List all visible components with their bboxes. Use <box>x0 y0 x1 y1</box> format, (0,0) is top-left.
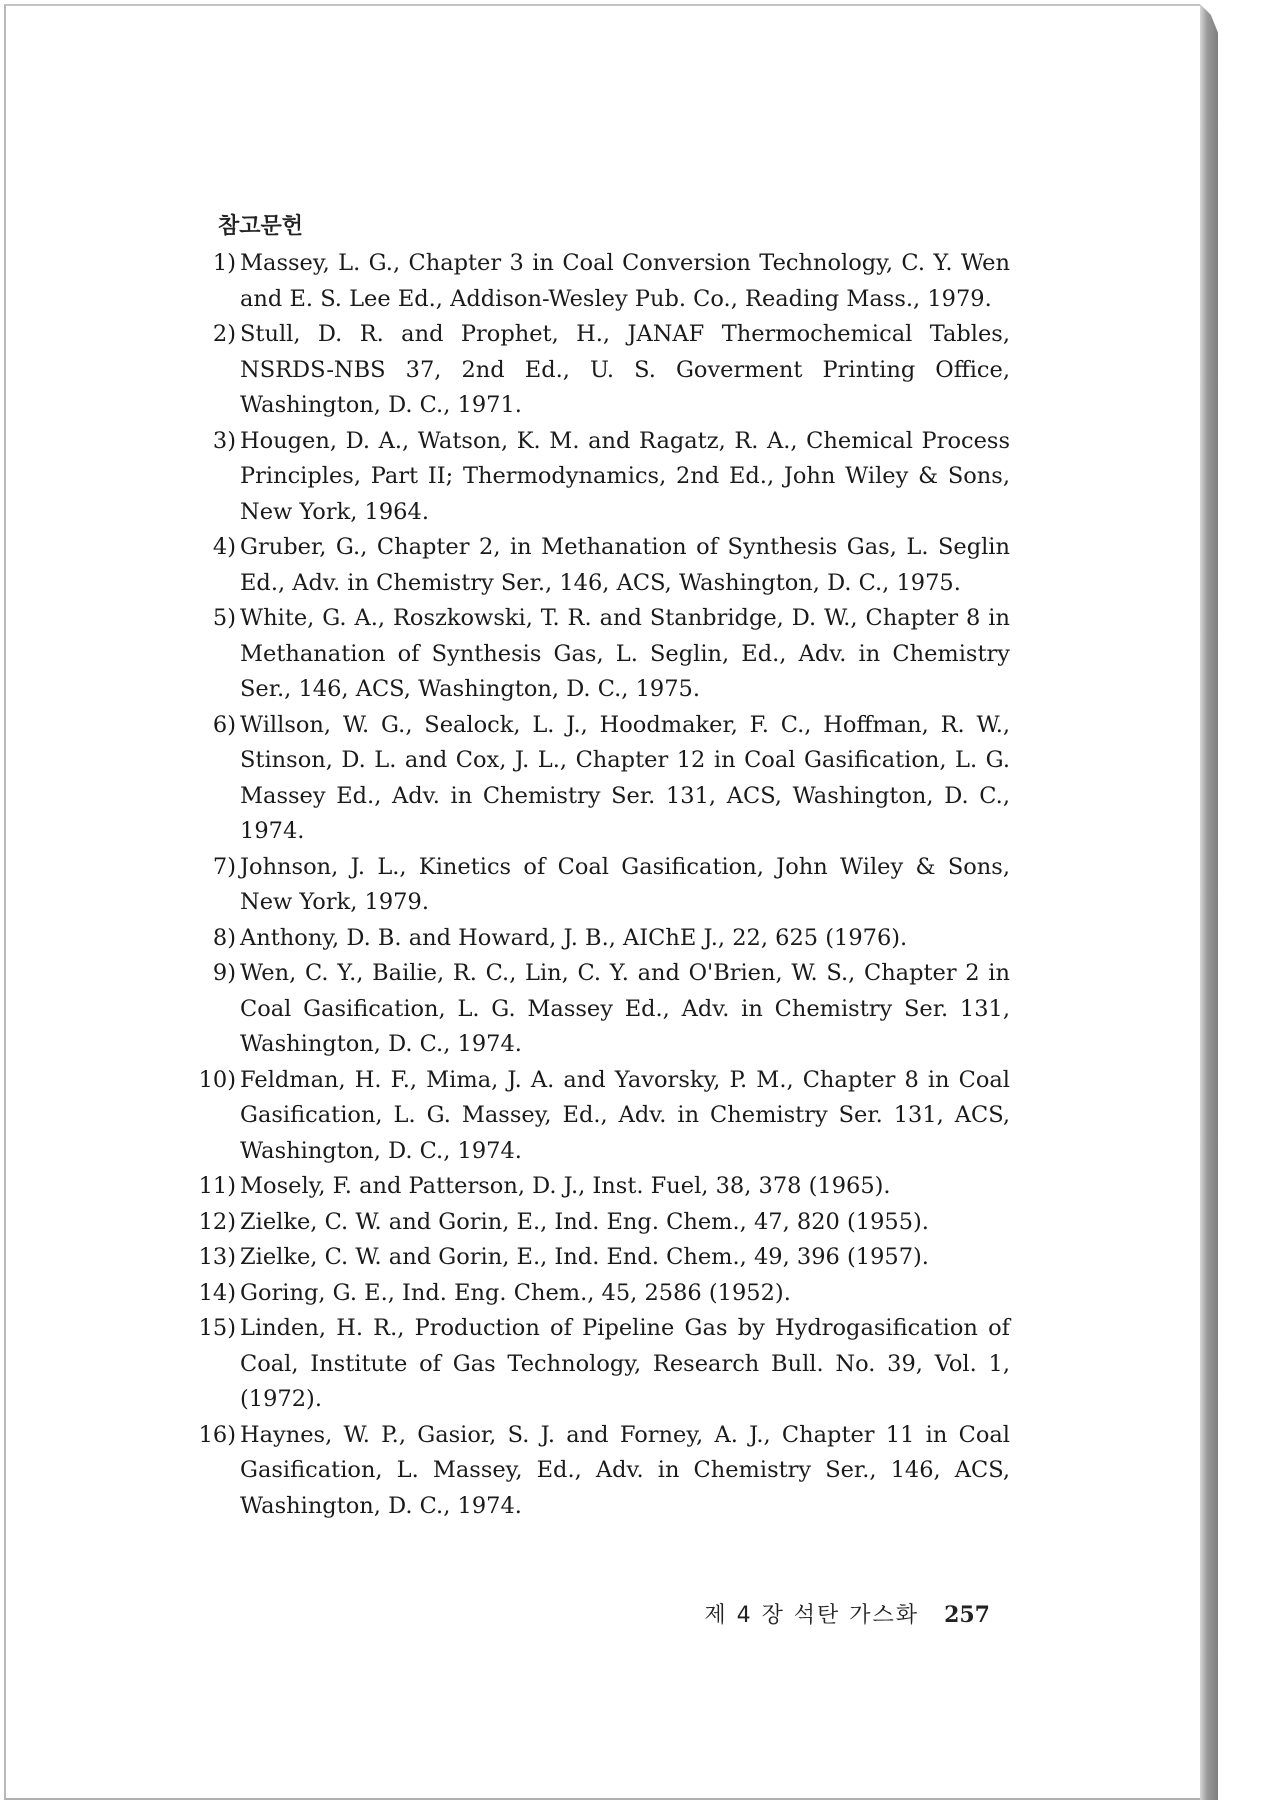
page-number: 257 <box>944 1602 990 1628</box>
reference-number: 7) <box>212 853 236 880</box>
reference-text: Massey, L. G., Chapter 3 in Coal Conversion Technology, C. Y. Wen and E. S. Lee Ed., Addison-Wesley Pub. Co., Reading Mass., 1979. <box>240 250 1010 312</box>
reference-text: Stull, D. R. and Prophet, H., JANAF Thermochemical Tables, NSRDS-NBS 37, 2nd Ed., U. S. Goverment Printing Office, Washington, D. C., 1971. <box>240 321 1010 418</box>
reference-number: 2) <box>212 321 236 347</box>
reference-number: 8) <box>212 924 236 951</box>
reference-number: 12) <box>198 1208 236 1235</box>
reference-item <box>190 530 1010 601</box>
reference-text: Feldman, H. F., Mima, J. A. and Yavorsky, P. M., Chapter 8 in Coal Gasification, L. G. Massey, Ed., Adv. in Chemistry Ser. 131, ACS, Washington, D. C., 1974. <box>240 1066 1010 1164</box>
reference-item <box>190 1311 1010 1418</box>
reference-number: 13) <box>198 1244 236 1270</box>
reference-text: Hougen, D. A., Watson, K. M. and Ragatz, R. A., Chemical Process Principles, Part II; Thermodynamics, 2nd Ed., John Wiley & Sons, New York, 1964. <box>240 427 1010 525</box>
reference-number: 16) <box>198 1421 236 1448</box>
reference-text: Willson, W. G., Sealock, L. J., Hoodmaker, F. C., Hoffman, R. W., Stinson, D. L. and Cox, J. L., Chapter 12 in Coal Gasification, L. G. Massey Ed., Adv. in Chemistry Ser. 131, ACS, Washington, D. C., 1974. <box>240 711 1010 844</box>
reference-item <box>190 1240 1010 1276</box>
reference-number: 3) <box>212 427 236 454</box>
reference-item <box>190 956 1010 1063</box>
reference-number: 4) <box>212 534 236 560</box>
reference-item <box>190 1169 1010 1205</box>
reference-text: Goring, G. E., Ind. Eng. Chem., 45, 2586 (1952). <box>240 1279 791 1306</box>
reference-item <box>190 246 1010 317</box>
reference-text: Anthony, D. B. and Howard, J. B., AIChE J., 22, 625 (1976). <box>240 924 908 951</box>
reference-number: 9) <box>212 960 236 986</box>
reference-item <box>190 424 1010 531</box>
reference-item <box>190 1205 1010 1241</box>
reference-number: 6) <box>212 711 236 738</box>
reference-text: Mosely, F. and Patterson, D. J., Inst. Fuel, 38, 378 (1965). <box>240 1173 891 1199</box>
reference-item <box>190 1276 1010 1312</box>
reference-item <box>190 850 1010 921</box>
reference-text: Haynes, W. P., Gasior, S. J. and Forney, A. J., Chapter 11 in Coal Gasification, L. Massey, Ed., Adv. in Chemistry Ser., 146, ACS, Washington, D. C., 1974. <box>240 1421 1010 1519</box>
reference-text: Wen, C. Y., Bailie, R. C., Lin, C. Y. and O'Brien, W. S., Chapter 2 in Coal Gasification, L. G. Massey Ed., Adv. in Chemistry Ser. 131, Washington, D. C., 1974. <box>240 960 1010 1057</box>
reference-text: Zielke, C. W. and Gorin, E., Ind. Eng. Chem., 47, 820 (1955). <box>240 1208 929 1235</box>
reference-text: Linden, H. R., Production of Pipeline Gas by Hydrogasification of Coal, Institute of Gas Technology, Research Bull. No. 39, Vol. 1, (1972). <box>240 1315 1010 1412</box>
reference-number: 5) <box>212 605 236 631</box>
reference-number: 11) <box>198 1173 236 1199</box>
page-edge-shadow <box>1200 4 1218 1800</box>
reference-text: Gruber, G., Chapter 2, in Methanation of Synthesis Gas, L. Seglin Ed., Adv. in Chemistry Ser., 146, ACS, Washington, D. C., 1975. <box>240 534 1010 596</box>
reference-item <box>190 921 1010 957</box>
references-heading: 참고문헌 <box>218 214 304 239</box>
chapter-title: 제 4 장 석탄 가스화 <box>704 1603 920 1628</box>
reference-text: White, G. A., Roszkowski, T. R. and Stanbridge, D. W., Chapter 8 in Methanation of Synthesis Gas, L. Seglin, Ed., Adv. in Chemistry Ser., 146, ACS, Washington, D. C., 1975. <box>240 605 1010 702</box>
reference-item <box>190 1418 1010 1525</box>
reference-item <box>190 1063 1010 1170</box>
page-footer <box>700 1598 990 1629</box>
reference-number: 15) <box>198 1315 236 1341</box>
reference-number: 14) <box>198 1279 236 1306</box>
reference-item <box>190 708 1010 850</box>
reference-number: 1) <box>212 250 236 276</box>
reference-number: 10) <box>198 1066 236 1093</box>
references-section <box>190 210 1010 1524</box>
reference-item <box>190 317 1010 424</box>
reference-item <box>190 601 1010 708</box>
reference-text: Zielke, C. W. and Gorin, E., Ind. End. Chem., 49, 396 (1957). <box>240 1244 929 1270</box>
reference-text: Johnson, J. L., Kinetics of Coal Gasification, John Wiley & Sons, New York, 1979. <box>240 853 1010 915</box>
